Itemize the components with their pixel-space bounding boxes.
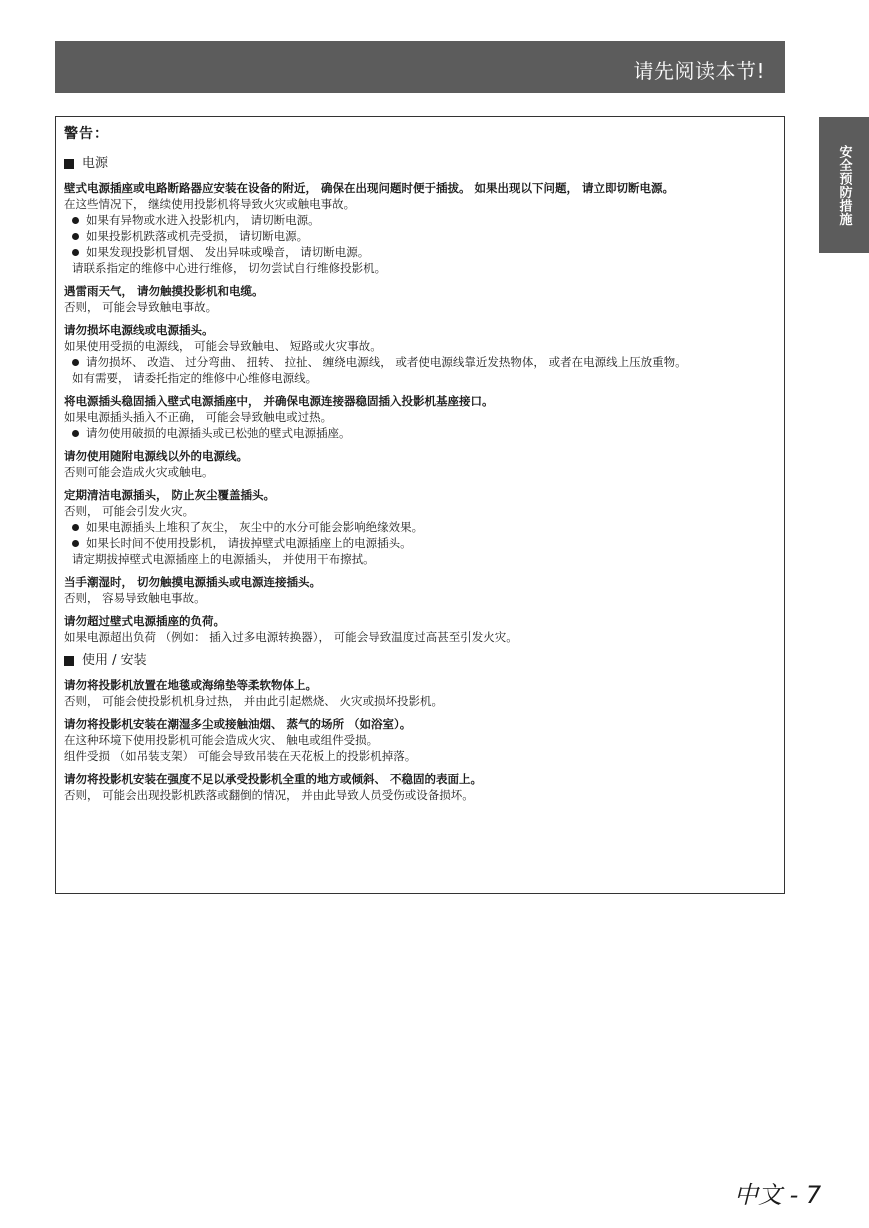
warning-item-title: 请勿将投影机安装在强度不足以承受投影机全重的地方或倾斜、 不稳固的表面上。 xyxy=(64,772,482,786)
square-bullet-icon xyxy=(64,656,74,666)
item-text: 否则， 可能会出现投影机跌落或翻倒的情况， 并由此导致人员受伤或设备损坏。 xyxy=(64,788,474,802)
warning-item xyxy=(64,322,776,386)
bullet-text: 请勿损坏、 改造、 过分弯曲、 扭转、 拉扯、 缠绕电源线， 或者使电源线靠近发热物体， 或者在电源线上压放重物。 xyxy=(86,355,687,369)
bullet-dot-icon xyxy=(72,430,79,437)
bullet-dot-icon xyxy=(72,540,79,547)
section-heading xyxy=(64,652,776,669)
bullet-text: 如果发现投影机冒烟、 发出异味或噪音， 请切断电源。 xyxy=(86,245,370,259)
warning-item-title: 请勿损坏电源线或电源插头。 xyxy=(64,323,214,337)
indented-note: 请定期拔掉壁式电源插座上的电源插头， 并使用干布擦拭。 xyxy=(72,552,375,566)
warning-item-title: 当手潮湿时， 切勿触摸电源插头或电源连接插头。 xyxy=(64,575,322,589)
bullet-item xyxy=(64,244,776,260)
bullet-dot-icon xyxy=(72,249,79,256)
warning-sections xyxy=(64,155,776,803)
bullet-item xyxy=(64,212,776,228)
bullet-item xyxy=(64,535,776,551)
item-text: 否则， 容易导致触电事故。 xyxy=(64,591,206,605)
section-heading-text: 电源 xyxy=(82,156,109,171)
warning-item xyxy=(64,677,776,709)
page-number: 中文 - 7 xyxy=(734,1181,822,1209)
indented-note: 如有需要， 请委托指定的维修中心维修电源线。 xyxy=(72,371,318,385)
warning-item xyxy=(64,180,776,276)
item-text: 否则可能会造成火灾或触电。 xyxy=(64,465,214,479)
bullet-item xyxy=(64,519,776,535)
bullet-dot-icon xyxy=(72,524,79,531)
side-tab-label: 安全预防措施 xyxy=(836,144,852,226)
header-bar xyxy=(55,41,785,93)
indented-note: 请联系指定的维修中心进行维修， 切勿尝试自行维修投影机。 xyxy=(72,261,387,275)
warning-item xyxy=(64,448,776,480)
section-side-tab xyxy=(819,117,869,253)
bullet-text: 如果长时间不使用投影机， 请拔掉壁式电源插座上的电源插头。 xyxy=(86,536,412,550)
warning-item xyxy=(64,283,776,315)
item-text: 在这种环境下使用投影机可能会造成火灾、 触电或组件受损。 xyxy=(64,733,379,747)
item-text: 否则， 可能会引发火灾。 xyxy=(64,504,195,518)
item-text: 组件受损 （如吊装支架） 可能会导致吊装在天花板上的投影机掉落。 xyxy=(64,749,417,763)
warning-item xyxy=(64,771,776,803)
warning-title: 警告： xyxy=(64,126,109,142)
bullet-dot-icon xyxy=(72,233,79,240)
section-heading-text: 使用 / 安装 xyxy=(82,653,147,668)
item-text: 否则， 可能会导致触电事故。 xyxy=(64,300,218,314)
warning-item xyxy=(64,613,776,645)
bullet-text: 如果投影机跌落或机壳受损， 请切断电源。 xyxy=(86,229,309,243)
warning-item-title: 请勿使用随附电源线以外的电源线。 xyxy=(64,449,248,463)
warning-item xyxy=(64,574,776,606)
bullet-text: 如果电源插头上堆积了灰尘， 灰尘中的水分可能会影响绝缘效果。 xyxy=(86,520,424,534)
header-title: 请先阅读本节! xyxy=(633,59,765,83)
square-bullet-icon xyxy=(64,159,74,169)
item-text: 否则， 可能会使投影机机身过热， 并由此引起燃烧、 火灾或损坏投影机。 xyxy=(64,694,443,708)
warning-item-title: 壁式电源插座或电路断路器应安装在设备的附近， 确保在出现问题时便于插拔。 如果出现以下问题， 请立即切断电源。 xyxy=(64,181,675,195)
bullet-item xyxy=(64,354,776,370)
warning-item xyxy=(64,393,776,441)
warning-box xyxy=(55,116,785,894)
bullet-item xyxy=(64,228,776,244)
item-text: 如果电源超出负荷 （例如： 插入过多电源转换器）， 可能会导致温度过高甚至引发火灾。 xyxy=(64,630,518,644)
warning-item-title: 遇雷雨天气， 请勿触摸投影机和电缆。 xyxy=(64,284,264,298)
bullet-text: 如果有异物或水进入投影机内， 请切断电源。 xyxy=(86,213,320,227)
warning-item xyxy=(64,716,776,764)
item-text: 在这些情况下， 继续使用投影机将导致火灾或触电事故。 xyxy=(64,197,356,211)
warning-item-title: 将电源插头稳固插入壁式电源插座中， 并确保电源连接器稳固插入投影机基座接口。 xyxy=(64,394,494,408)
item-text: 如果电源插头插入不正确， 可能会导致触电或过热。 xyxy=(64,410,333,424)
warning-item-title: 请勿将投影机放置在地毯或海绵垫等柔软物体上。 xyxy=(64,678,317,692)
bullet-text: 请勿使用破损的电源插头或已松弛的壁式电源插座。 xyxy=(86,426,351,440)
bullet-item xyxy=(64,425,776,441)
bullet-dot-icon xyxy=(72,217,79,224)
warning-item-title: 请勿将投影机安装在潮湿多尘或接触油烟、 蒸气的场所 （如浴室）。 xyxy=(64,717,412,731)
warning-item-title: 定期清洁电源插头， 防止灰尘覆盖插头。 xyxy=(64,488,276,502)
warning-item-title: 请勿超过壁式电源插座的负荷。 xyxy=(64,614,225,628)
section-heading xyxy=(64,155,776,172)
bullet-dot-icon xyxy=(72,359,79,366)
warning-item xyxy=(64,487,776,567)
item-text: 如果使用受损的电源线， 可能会导致触电、 短路或火灾事故。 xyxy=(64,339,382,353)
